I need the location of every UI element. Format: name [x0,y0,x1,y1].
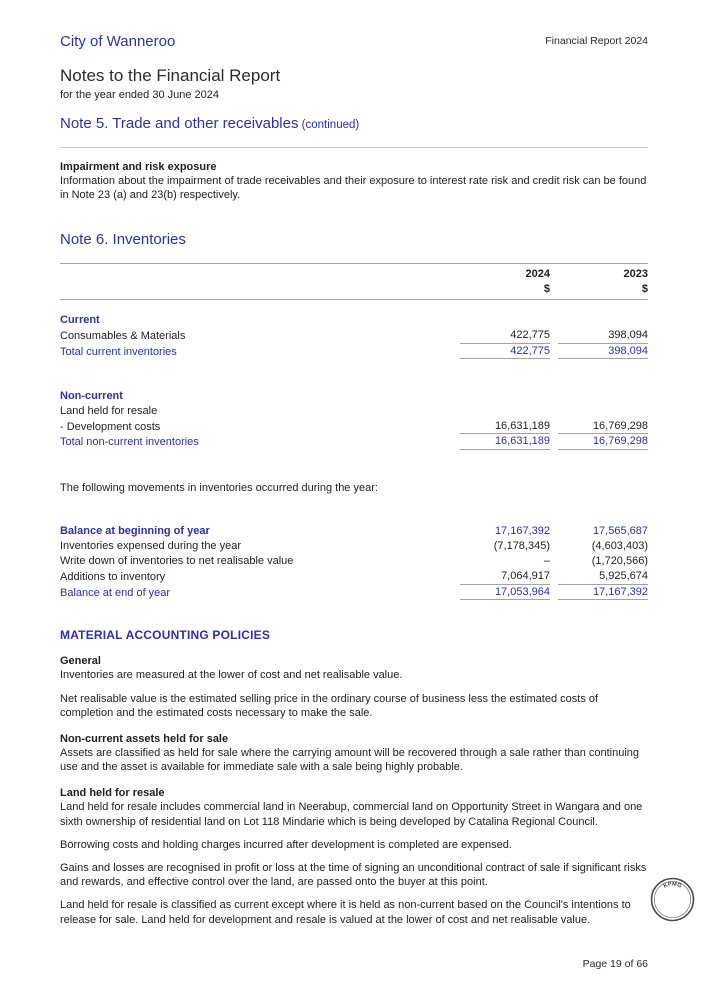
row-value-2024: 17,053,964 [460,585,550,601]
table-row-total [60,344,648,360]
row-value-2023: 16,769,298 [558,434,648,450]
row-label: Additions to inventory [60,570,166,583]
policy-text: Assets are classified as held for sale where the carrying amount will be recovered through a sale rather than continuing use and the asset is available for immediate sale with a sale being highly probable. [60,746,640,774]
auditor-stamp [649,876,696,923]
year-header-row [60,267,648,282]
row-value-2023: (4,603,403) [591,540,648,553]
row-value-2024: 16,631,189 [460,419,550,435]
policy-text: Net realisable value is the estimated selling price in the ordinary course of business less the estimated costs of completion and the estimated costs necessary to make the sale. [60,692,599,719]
col-header-2023: 2023 [623,268,648,281]
section-divider [60,147,648,148]
row-label: Land held for resale [60,404,158,417]
row-value-2023: 398,094 [558,328,648,344]
table-row [60,524,648,539]
noncurrent-heading: Non-current [60,389,123,402]
section-row-current [60,313,648,328]
row-label: Total non-current inventories [60,436,199,449]
row-label: Total current inventories [60,345,177,358]
table-row [60,554,648,569]
table-row [60,419,648,435]
row-value-2024: 422,775 [460,344,550,360]
table-row [60,404,648,419]
row-value-2023: 5,925,674 [558,569,648,585]
policies-section [60,654,648,926]
row-label: Inventories expensed during the year [60,540,242,553]
table-header [60,263,648,300]
page-title: Notes to the Financial Report [60,66,281,85]
stamp-circle-icon [649,876,696,923]
policies-heading: MATERIAL ACCOUNTING POLICIES [60,628,271,643]
row-value-2024: (7,178,345) [493,540,550,553]
policy-text: Gains and losses are recognised in profit or loss at the time of signing an unconditional contract of sale if significant risks and rewards, and effective control over the land, are passed onto the buyer at this point. [60,861,647,889]
row-label: Balance at beginning of year [60,525,210,538]
policy-subheading: General [60,655,101,668]
table-row-total [60,434,648,450]
stamp-text: KPMG [662,881,683,890]
row-value-2023: 17,167,392 [558,585,648,601]
policy-text: Land held for resale is classified as current except where it is held as non-current based on the Council's intentions to release for sale. Land held for development and resale is valued at the lower of cost and net realisable value. [60,899,631,926]
table-row [60,539,648,554]
organisation-name: City of Wanneroo [60,33,176,50]
unit-label-2024: $ [543,283,550,296]
row-value-2023: 398,094 [558,344,648,360]
table-row-total [60,585,648,601]
page-subtitle: for the year ended 30 June 2024 [60,89,220,101]
policy-text: Land held for resale includes commercial land in Neerabup, commercial land on Opportunity Street in Wangara and one sixth ownership of residential land on Lot 118 Mindarie which is being developed by Catalina Regional Council. [60,801,643,828]
row-value-2023: (1,720,566) [591,554,648,567]
section-row-noncurrent [60,389,648,404]
movements-table [60,524,648,600]
row-label: Write down of inventories to net realisable value [60,554,294,567]
movements-intro: The following movements in inventories occurred during the year: [60,482,378,495]
note5-title: Note 5. Trade and other receivables [60,115,299,132]
unit-header-row [60,282,648,297]
row-value-2024: 422,775 [460,328,550,344]
row-value-2024: 17,167,392 [494,525,550,538]
row-value-2023: 17,565,687 [592,525,648,538]
row-value-2024: 7,064,917 [460,569,550,585]
row-label: Consumables & Materials [60,329,186,342]
impairment-section [60,160,648,202]
current-heading: Current [60,314,100,326]
inventories-table [60,263,648,450]
table-row [60,328,648,344]
note6-heading: Note 6. Inventories [60,231,186,249]
table-row [60,569,648,585]
row-label: - Development costs [60,420,161,433]
policy-text: Inventories are measured at the lower of cost and net realisable value. [60,669,403,682]
col-header-2024: 2024 [525,268,550,281]
row-label: Balance at end of year [60,586,171,599]
impairment-text: Information about the impairment of trade receivables and their exposure to interest rate risk and credit risk can be found in Note 23 (a) and 23(b) respectively. [60,175,647,202]
row-value-2024: 16,631,189 [460,434,550,450]
row-value-2023: 16,769,298 [558,419,648,435]
note5-heading [60,115,648,134]
policy-text: Borrowing costs and holding charges incurred after development is completed are expensed. [60,838,512,851]
policy-subheading: Land held for resale [60,787,165,800]
row-value-2024: – [543,554,550,567]
page-header [60,33,648,51]
report-corner-label: Financial Report 2024 [545,35,648,47]
unit-label-2023: $ [641,283,648,296]
impairment-heading: Impairment and risk exposure [60,161,217,173]
note5-continued-label: (continued) [298,119,360,131]
page-number: Page 19 of 66 [582,958,648,970]
policy-subheading: Non-current assets held for sale [60,732,229,745]
